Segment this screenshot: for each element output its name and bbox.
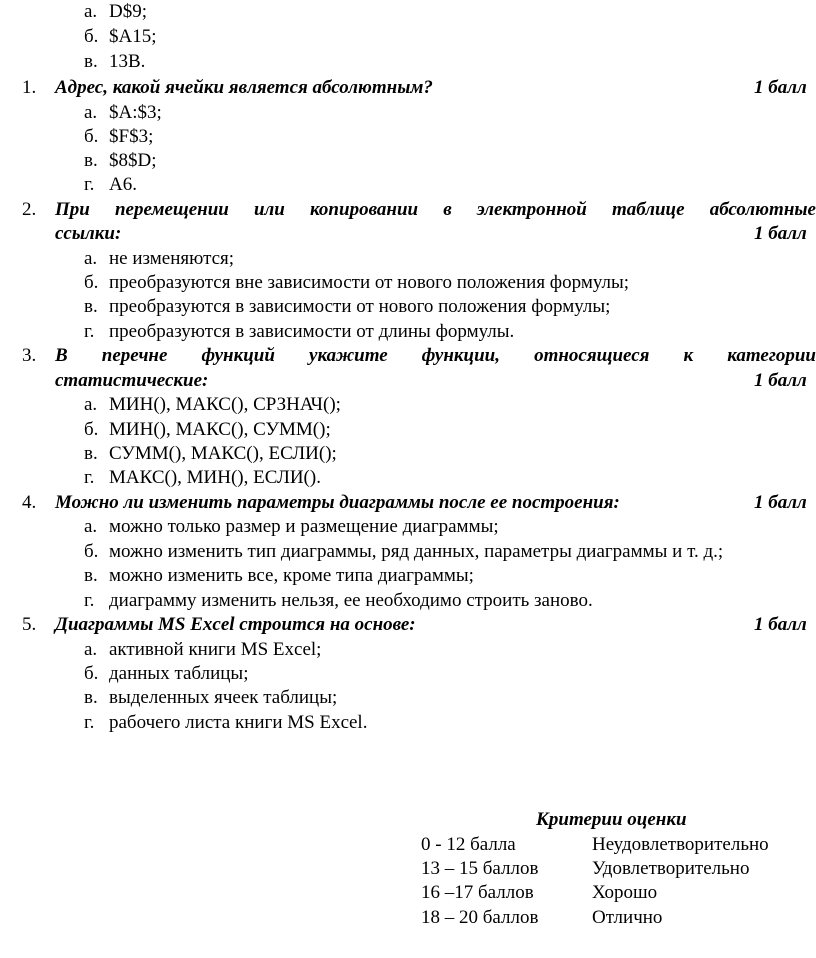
option-letter: в. — [84, 51, 98, 72]
question-text: В перечне функций укажите функции, относящиеся к категории — [55, 345, 816, 366]
option-letter: б. — [84, 272, 99, 293]
criteria-grade: Отлично — [592, 907, 663, 928]
option-letter: а. — [84, 248, 98, 269]
question-number: 2. — [22, 199, 37, 220]
option-letter: г. — [84, 321, 95, 342]
question-text: При перемещении или копировании в электронной таблице абсолютные — [55, 199, 816, 220]
criteria-grade: Удовлетворительно — [592, 858, 750, 879]
option-text: $A15; — [109, 26, 157, 47]
option-text: $A:$3; — [109, 102, 162, 123]
option-text: не изменяются; — [109, 248, 235, 269]
option-letter: в. — [84, 687, 98, 708]
option-text: преобразуются вне зависимости от нового положения формулы; — [109, 272, 630, 293]
option-text: МИН(), МАКС(), СУММ(); — [109, 419, 331, 440]
question-score: 1 балл — [754, 614, 807, 635]
option-letter: в. — [84, 296, 98, 317]
option-text: можно изменить все, кроме типа диаграммы; — [109, 565, 474, 586]
question-score: 1 балл — [754, 492, 807, 513]
option-letter: а. — [84, 394, 98, 415]
option-text: диаграмму изменить нельзя, ее необходимо строить заново. — [109, 590, 593, 611]
criteria-range: 16 –17 баллов — [421, 882, 534, 903]
option-letter: а. — [84, 516, 98, 537]
criteria-range: 13 – 15 баллов — [421, 858, 539, 879]
criteria-heading: Критерии оценки — [536, 809, 687, 830]
option-text: A6. — [109, 174, 137, 195]
option-letter: а. — [84, 1, 98, 22]
option-letter: б. — [84, 26, 99, 47]
question-text: Можно ли изменить параметры диаграммы после ее построения: — [55, 492, 620, 513]
question-number: 5. — [22, 614, 37, 635]
question-text: Диаграммы MS Excel строится на основе: — [55, 614, 416, 635]
question-number: 3. — [22, 345, 37, 366]
option-text: выделенных ячеек таблицы; — [109, 687, 338, 708]
question-number: 4. — [22, 492, 37, 513]
option-text: D$9; — [109, 1, 147, 22]
option-text: МАКС(), МИН(), ЕСЛИ(). — [109, 467, 321, 488]
option-letter: б. — [84, 663, 99, 684]
question-text: ссылки: — [55, 223, 122, 244]
option-text: данных таблицы; — [109, 663, 249, 684]
option-letter: г. — [84, 590, 95, 611]
option-letter: в. — [84, 150, 98, 171]
option-letter: г. — [84, 712, 95, 733]
question-text: статистические: — [55, 370, 209, 391]
option-letter: г. — [84, 467, 95, 488]
option-text: $8$D; — [109, 150, 157, 171]
option-letter: б. — [84, 541, 99, 562]
question-number: 1. — [22, 77, 37, 98]
question-text: Адрес, какой ячейки является абсолютным? — [55, 77, 433, 98]
criteria-grade: Неудовлетворительно — [592, 834, 769, 855]
option-letter: в. — [84, 565, 98, 586]
option-text: 13B. — [109, 51, 146, 72]
question-score: 1 балл — [754, 77, 807, 98]
option-letter: в. — [84, 443, 98, 464]
option-text: преобразуются в зависимости от длины формулы. — [109, 321, 515, 342]
option-text: рабочего листа книги MS Excel. — [109, 712, 368, 733]
option-text: активной книги MS Excel; — [109, 639, 322, 660]
option-letter: а. — [84, 639, 98, 660]
criteria-grade: Хорошо — [592, 882, 658, 903]
option-letter: б. — [84, 126, 99, 147]
option-text: МИН(), МАКС(), СРЗНАЧ(); — [109, 394, 341, 415]
criteria-range: 18 – 20 баллов — [421, 907, 539, 928]
option-text: можно только размер и размещение диаграммы; — [109, 516, 499, 537]
question-score: 1 балл — [754, 370, 807, 391]
option-text: $F$3; — [109, 126, 154, 147]
criteria-range: 0 - 12 балла — [421, 834, 516, 855]
option-letter: б. — [84, 419, 99, 440]
option-text: преобразуются в зависимости от нового положения формулы; — [109, 296, 611, 317]
question-score: 1 балл — [754, 223, 807, 244]
option-text: можно изменить тип диаграммы, ряд данных, параметры диаграммы и т. д.; — [109, 541, 724, 562]
option-letter: а. — [84, 102, 98, 123]
option-text: СУММ(), МАКС(), ЕСЛИ(); — [109, 443, 337, 464]
option-letter: г. — [84, 174, 95, 195]
